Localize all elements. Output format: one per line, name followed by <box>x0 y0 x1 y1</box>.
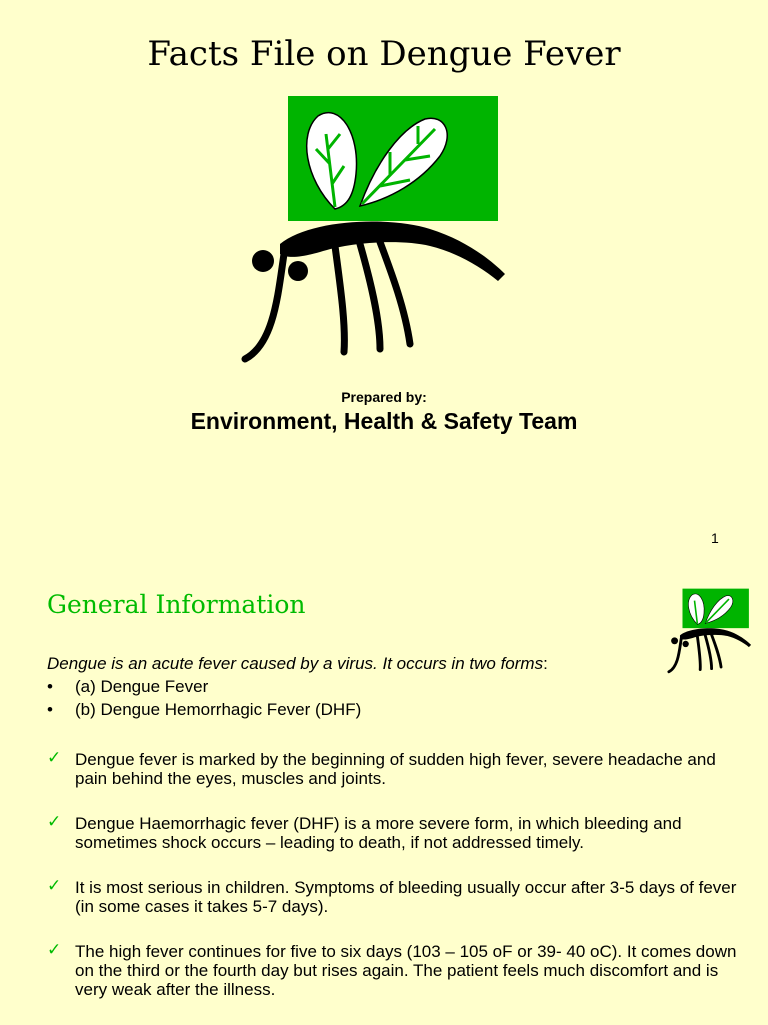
checkmark-icon: ✓ <box>47 940 62 959</box>
list-item: ✓ It is most serious in children. Symptoms of bleeding usually occur after 3-5 days of fever (in some cases it takes 5-7 days). <box>47 876 737 916</box>
checkmark-icon: ✓ <box>47 812 62 831</box>
list-item: • (a) Dengue Fever <box>47 677 361 700</box>
list-item: ✓ Dengue Haemorrhagic fever (DHF) is a more severe form, in which bleeding and sometimes shock occurs – leading to death, if not addressed timely. <box>47 812 682 852</box>
mosquito-logo-small-icon <box>664 588 756 674</box>
forms-list <box>47 677 361 723</box>
checkmark-icon: ✓ <box>47 876 62 895</box>
checkmark-icon: ✓ <box>47 748 62 767</box>
prepared-by-label: Prepared by: <box>341 389 427 405</box>
bullet-icon: • <box>47 700 53 719</box>
list-item: ✓ The high fever continues for five to six days (103 – 105 oF or 39- 40 oC). It comes down on the third or the fourth day but rises again. The patient feels much discomfort and is very weak after the illness. <box>47 940 737 999</box>
team-name: Environment, Health & Safety Team <box>190 408 578 434</box>
mosquito-logo-icon <box>240 94 510 366</box>
list-item: ✓ Dengue fever is marked by the beginning of sudden high fever, severe headache and pain behind the eyes, muscles and joints. <box>47 748 716 788</box>
list-item: • (b) Dengue Hemorrhagic Fever (DHF) <box>47 700 361 723</box>
facts-list <box>47 750 737 1025</box>
bullet-icon: • <box>47 677 53 696</box>
info-slide <box>0 560 768 1024</box>
section-title: General Information <box>47 590 306 619</box>
page-number: 1 <box>711 530 719 546</box>
intro-text: Dengue is an acute fever caused by a virus. It occurs in two forms: <box>47 654 548 673</box>
page-title: Facts File on Dengue Fever <box>147 34 621 74</box>
